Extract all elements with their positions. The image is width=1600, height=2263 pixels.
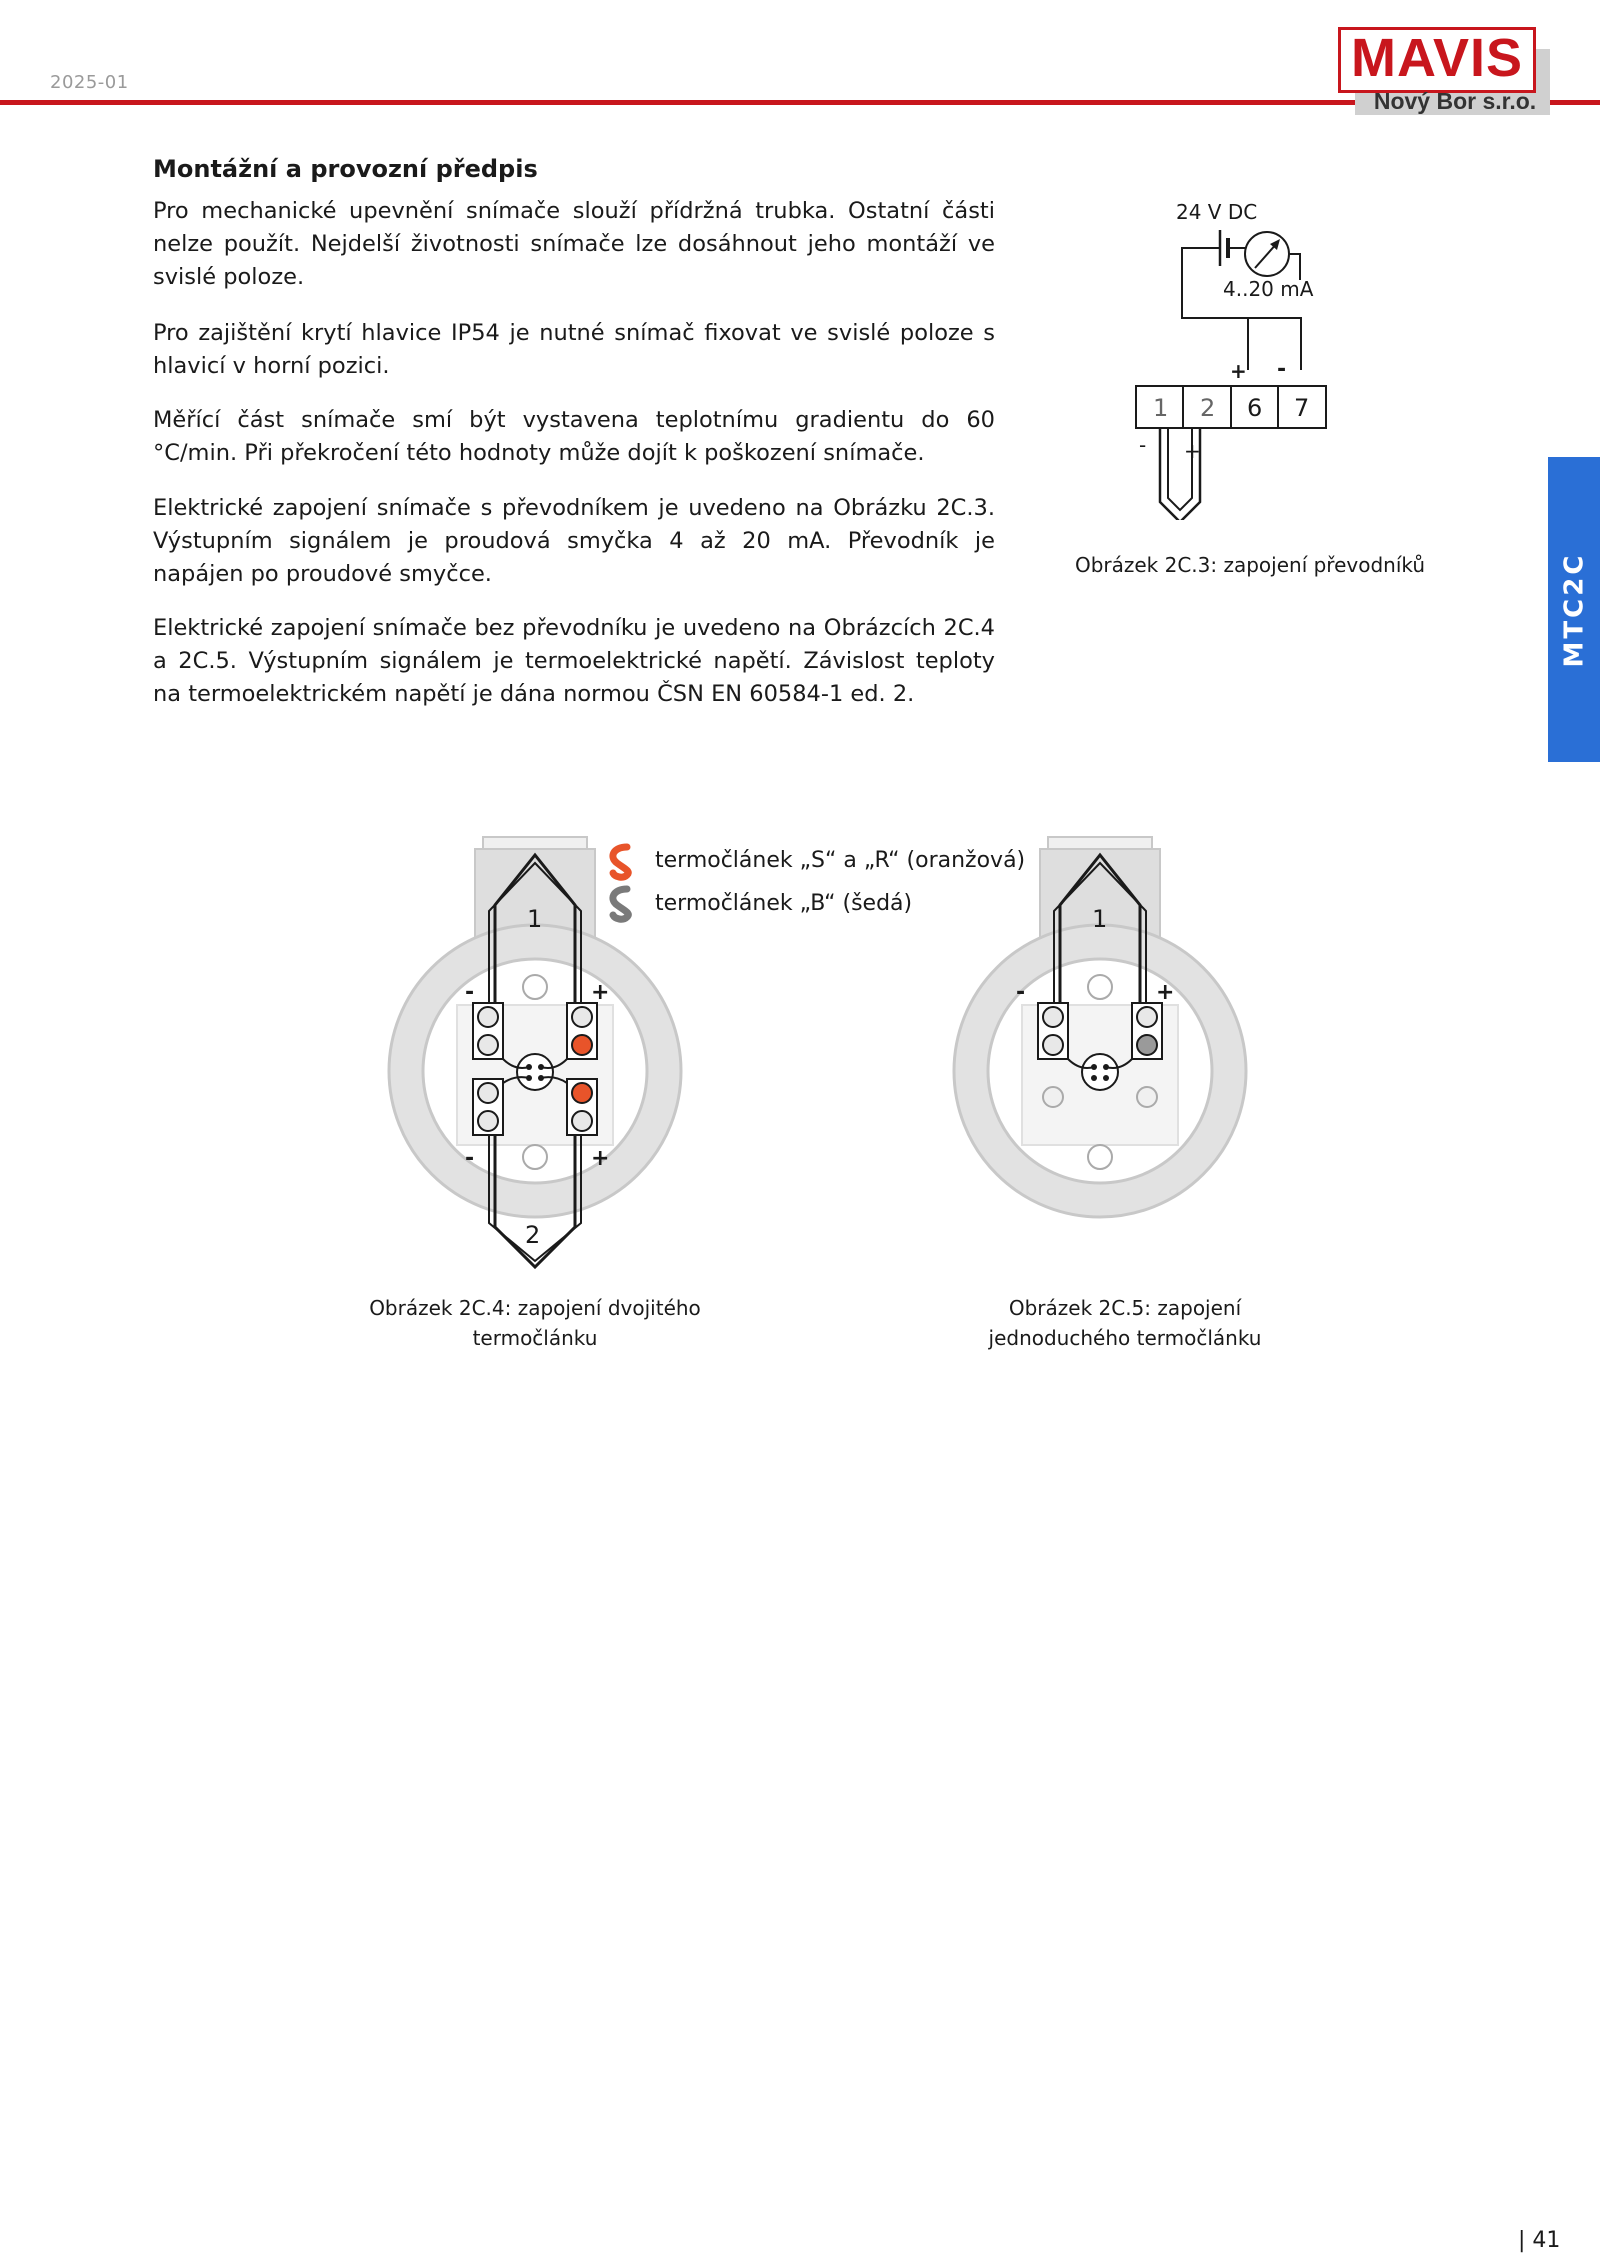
figure-2c5-caption-line2: jednoduchého termočlánku [988,1326,1262,1350]
figure-2c3-caption: Obrázek 2C.3: zapojení převodníků [1074,553,1426,577]
svg-text:+: + [591,1146,610,1171]
terminal-plus-label: + [1230,359,1247,383]
logo-sub-text: Nový Bor s.r.o. [1373,88,1537,114]
figure-2c4-caption-line2: termočlánku [472,1326,598,1350]
side-tab [1548,457,1600,762]
figure-2c5-caption-line1: Obrázek 2C.5: zapojení [1008,1296,1242,1320]
terminal-7: 7 [1294,394,1310,422]
terminal-2: 2 [1200,394,1216,422]
figure-2c4-caption [330,1293,740,1353]
svg-text:+: + [1156,980,1175,1005]
legend-item-orange: termočlánek „S“ a „R“ (oranžová) [655,848,1026,873]
terminal-1: 1 [1153,394,1169,422]
logo-main-text: MAVIS [1350,28,1523,88]
section-title: Montážní a provozní předpis [153,155,538,183]
figure-2c5-diagram [950,835,1250,1235]
loop-label-1: 1 [1092,905,1108,933]
svg-text:-: - [1016,980,1026,1005]
supply-label: 24 V DC [1176,200,1258,224]
ceramic-insulator [1082,1054,1118,1090]
loop-label-2: 2 [525,1221,541,1249]
tc-minus-label: - [1139,433,1147,457]
figure-2c3-wire-overlay [1120,190,1360,390]
header-date: 2025-01 [50,72,129,93]
page-number: | 41 [1518,2228,1561,2253]
paragraph-2: Pro zajištění krytí hlavice IP54 je nutné snímač fixovat ve svislé poloze s hlavicí v horní pozici. [153,320,995,379]
meter-label: 4..20 mA [1223,277,1314,301]
ceramic-insulator [517,1054,553,1090]
figure-2c5-caption [920,1293,1330,1353]
paragraph-1: Pro mechanické upevnění snímače slouží přídržná trubka. Ostatní části nelze použít. Nejdelší životnosti snímače lze dosáhnout jeho montáží ve svislé poloze. [153,198,995,290]
tc-plus-label: + [1184,439,1201,463]
loop-label-1: 1 [527,905,543,933]
paragraph-3: Měřící část snímače smí být vystavena teplotnímu gradientu do 60 °C/min. Při překročení této hodnoty může dojít k poškození snímače. [153,407,995,466]
svg-text:-: - [465,1146,475,1171]
figure-2c4-caption-line1: Obrázek 2C.4: zapojení dvojitého [369,1296,701,1320]
svg-text:-: - [465,980,475,1005]
side-tab-label: MTC2C [1559,552,1589,667]
svg-text:+: + [591,980,610,1005]
paragraph-4: Elektrické zapojení snímače s převodníkem je uvedeno na Obrázku 2C.3. Výstupním signálem je proudová smyčka 4 až 20 mA. Převodník je napájen po proudové smyčce. [153,495,995,587]
legend-item-gray: termočlánek „B“ (šedá) [655,891,913,916]
figure-2c4-diagram [385,835,685,1275]
terminal-minus-label: - [1277,357,1287,382]
terminal-6: 6 [1247,394,1263,422]
paragraph-5: Elektrické zapojení snímače bez převodníku je uvedeno na Obrázcích 2C.4 a 2C.5. Výstupním signálem je termoelektrické napětí. Závislost teploty na termoelektrickém napětí je dána normou ČSN EN 60584-1 ed. 2. [153,615,995,707]
